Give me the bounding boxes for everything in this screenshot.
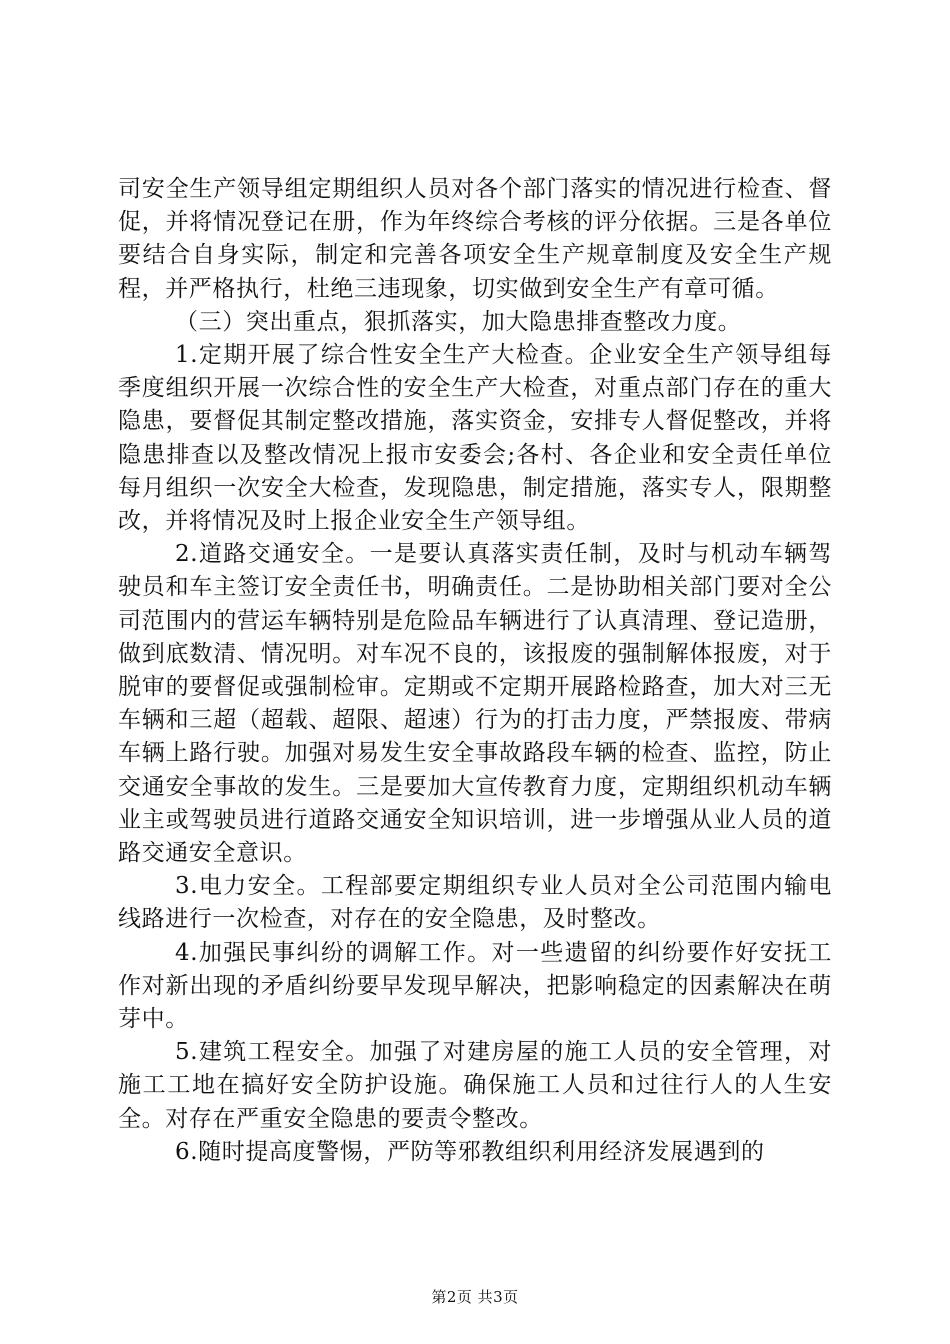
page-footer [0, 1287, 950, 1307]
paragraph-7-item-5: 5.建筑工程安全。加强了对建房屋的施工人员的安全管理，对施工工地在搞好安全防护设施。确保施工人员和过往行人的人生安全。对存在严重安全隐患的要责令整改。 [118, 1039, 832, 1132]
paragraph-4-item-2: 2.道路交通安全。一是要认真落实责任制，及时与机动车辆驾驶员和车主签订安全责任书，明确责任。二是协助相关部门要对全公司范围内的营运车辆特别是危险品车辆进行了认真清理、登记造册，做到底数清、情况明。对车况不良的，该报废的强制解体报废，对于脱审的要督促或强制检审。定期或不定期开展路检路查，加大对三无车辆和三超（超载、超限、超速）行为的打击力度，严禁报废、带病车辆上路行驶。加强对易发生安全事故路段车辆的检查、监控，防止交通安全事故的发生。三是要加大宣传教育力度，定期组织机动车辆业主或驾驶员进行道路交通安全知识培训，进一步增强从业人员的道路交通安全意识。 [118, 541, 832, 867]
page-number-label: 第2页 共3页 [431, 1288, 519, 1306]
body-text [118, 173, 832, 1169]
paragraph-5-item-3: 3.电力安全。工程部要定期组织专业人员对全公司范围内输电线路进行一次检查，对存在的安全隐患，及时整改。 [118, 873, 832, 933]
paragraph-2-section-heading: （三）突出重点，狠抓落实，加大隐患排查整改力度。 [175, 308, 742, 335]
paragraph-8-item-6: 6.随时提高度警惕，严防等邪教组织利用经济发展遇到的 [175, 1138, 765, 1165]
paragraph-6-item-4: 4.加强民事纠纷的调解工作。对一些遗留的纠纷要作好安抚工作对新出现的矛盾纠纷要早发现早解决，把影响稳定的因素解决在萌芽中。 [118, 939, 832, 1033]
paragraph-3-item-1: 1.定期开展了综合性安全生产大检查。企业安全生产领导组每季度组织开展一次综合性的安全生产大检查，对重点部门存在的重大隐患，要督促其制定整改措施，落实资金，安排专人督促整改，并将隐患排查以及整改情况上报市安委会;各村、各企业和安全责任单位每月组织一次安全大检查，发现隐患，制定措施，落实专人，限期整改，并将情况及时上报企业安全生产领导组。 [118, 342, 832, 535]
paragraph-1: 司安全生产领导组定期组织人员对各个部门落实的情况进行检查、督促，并将情况登记在册，作为年终综合考核的评分依据。三是各单位要结合自身实际，制定和完善各项安全生产规章制度及安全生产规程，并严格执行，杜绝三违现象，切实做到安全生产有章可循。 [118, 176, 832, 302]
